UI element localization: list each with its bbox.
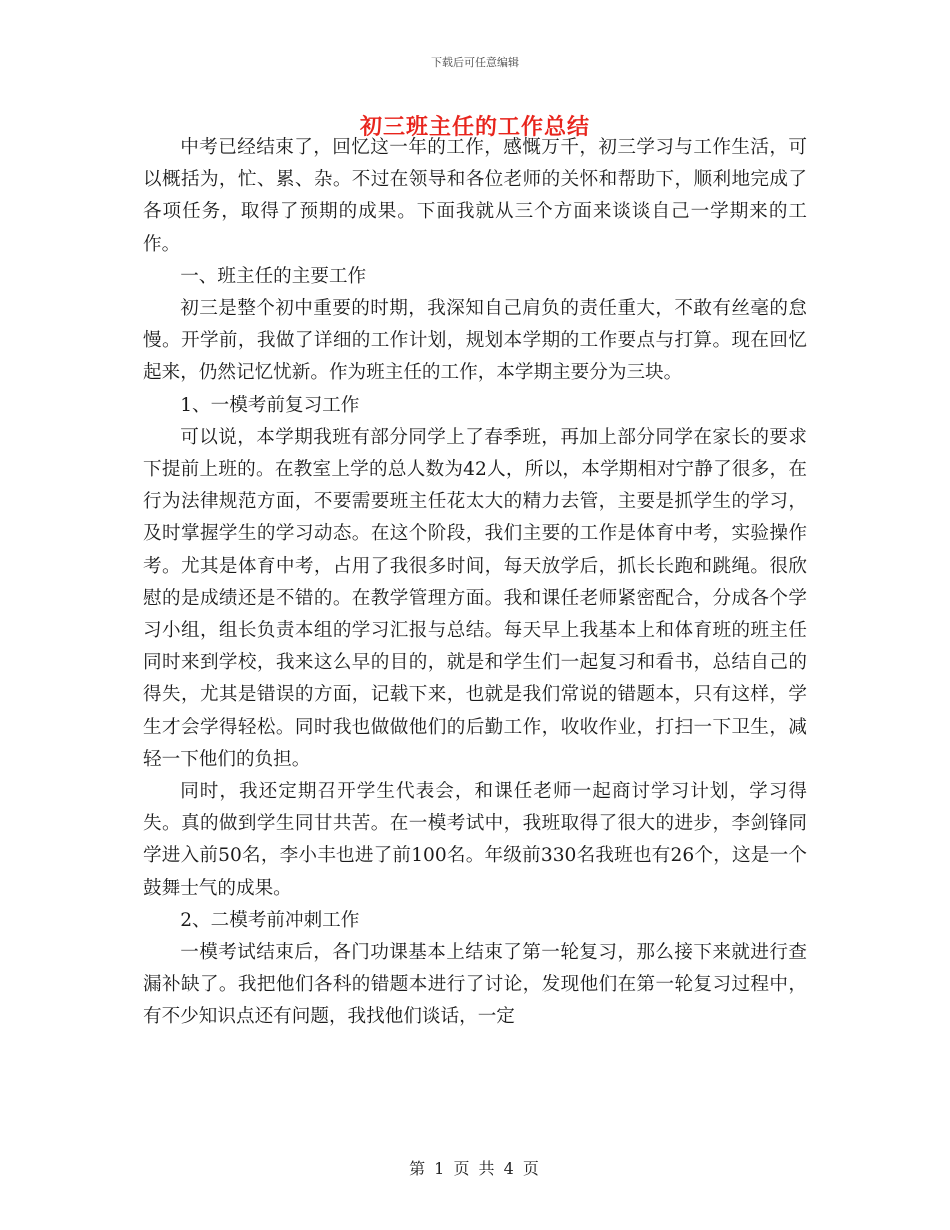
paragraph: 一模考试结束后，各门功课基本上结束了第一轮复习，那么接下来就进行查漏补缺了。我把他们各科的错题本进行了讨论，发现他们在第一轮复习过程中，有不少知识点还有问题，我找他们谈话，一定	[143, 942, 807, 1028]
page-footer: 第 1 页 共 4 页	[409, 1159, 541, 1178]
paragraph-intro: 中考已经结束了，回忆这一年的工作，感慨万千，初三学习与工作生活，可以概括为，忙、累、杂。不过在领导和各位老师的关怀和帮助下，顺利地完成了各项任务，取得了预期的成果。下面我就从三个方面来谈谈自己一学期来的工作。	[143, 137, 807, 255]
paragraph: 同时，我还定期召开学生代表会，和课任老师一起商讨学习计划，学习得失。真的做到学生同甘共苦。在一模考试中，我班取得了很大的进步，李剑锋同学进入前50名，李小丰也进了前100名。年级前330名我班也有26个，这是一个鼓舞士气的成果。	[143, 781, 807, 899]
paragraph: 初三是整个初中重要的时期，我深知自己肩负的责任重大，不敢有丝毫的怠慢。开学前，我做了详细的工作计划，规划本学期的工作要点与打算。现在回忆起来，仍然记忆忧新。作为班主任的工作，本学期主要分为三块。	[143, 298, 807, 384]
document-body	[143, 132, 807, 1034]
subsection-heading-1: 1、一模考前复习工作	[180, 394, 360, 416]
document-title: 初三班主任的工作总结	[359, 114, 590, 140]
subsection-heading-2: 2、二模考前冲刺工作	[180, 909, 360, 931]
section-heading-1: 一、班主任的主要工作	[180, 265, 367, 287]
page-header: 下载后可任意编辑	[431, 56, 519, 69]
paragraph: 可以说，本学期我班有部分同学上了春季班，再加上部分同学在家长的要求下提前上班的。在教室上学的总人数为42人，所以，本学期相对宁静了很多，在行为法律规范方面，不要需要班主任花太大的精力去管，主要是抓学生的学习，及时掌握学生的学习动态。在这个阶段，我们主要的工作是体育中考，实验操作考。尤其是体育中考，占用了我很多时间，每天放学后，抓长长跑和跳绳。很欣慰的是成绩还是不错的。在教学管理方面。我和课任老师紧密配合，分成各个学习小组，组长负责本组的学习汇报与总结。每天早上我基本上和体育班的班主任同时来到学校，我来这么早的目的，就是和学生们一起复习和看书，总结自己的得失，尤其是错误的方面，记载下来，也就是我们常说的错题本，只有这样，学生才会学得轻松。同时我也做做他们的后勤工作，收收作业，打扫一下卫生，减轻一下他们的负担。	[143, 426, 807, 770]
